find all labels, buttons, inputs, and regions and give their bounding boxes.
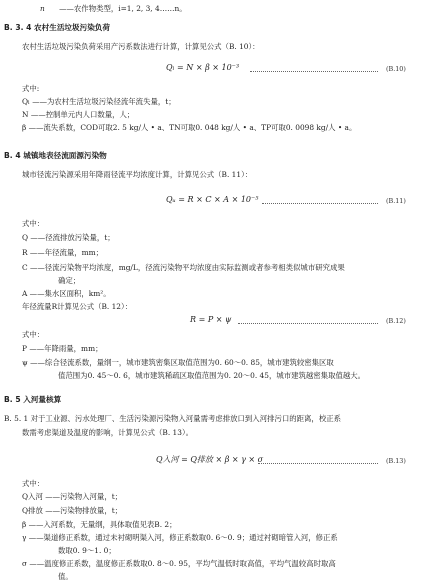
def-sigma: σ ——温度修正系数，温度修正系数取0. 8～0. 95，平均气温低时取高值，平均气温较高时取高 [22,559,336,568]
equation-number-b10: (B.10) [386,65,406,73]
where-label: 式中： [22,330,45,339]
equation-number-b12: (B.12) [386,317,406,325]
crop-type-definition [40,4,187,14]
section-b5-title: B. 5 入河量核算 [4,395,62,404]
section-b4-title: B. 4 城镇地表径流面源污染物 [4,151,107,160]
formula-b13: Q入河 = Q排放 × β × γ × σ [156,455,264,464]
def-psi-cont: 值范围为0. 45～0. 6，城市建筑稀疏区取值范围为0. 20～0. 45，城市建筑越密集取值越大。 [58,371,366,380]
var-n: n [40,4,45,13]
leader-dots [262,203,378,204]
def-p: P ——年降雨量，mm； [22,344,103,353]
def-c-cont: 确定； [58,276,81,285]
leader-dots [238,323,378,324]
section-b51-paragraph: B. 5. 1 对于工业源、污水处理厂、生活污染源污染物入河量需考虑排放口到入河排污口的距离，校正系 [4,414,341,423]
runoff-intro: 年径流量R计算见公式（B. 12）： [22,302,133,311]
def-a: A ——集水区面积，km²。 [22,289,111,298]
section-b51-paragraph-cont: 数需考虑渠道及温度的影响，计算见公式（B. 13）。 [22,428,194,437]
def-gamma-cont: 数取0. 9～1. 0； [58,546,116,555]
section-b34-intro: 农村生活垃圾污染负荷采用产污系数法进行计算，计算见公式（B. 10）： [22,42,260,51]
def-q-river: Q入河 ——污染物入河量，t； [22,492,123,501]
leader-dots [258,463,378,464]
def-q: Q ——径流排放污染量，t； [22,233,115,242]
def-c: C ——径流污染物平均浓度，mg/L，径流污染物平均浓度由实际监测或者参考相类似城市研究成果 [22,263,345,272]
formula-b10: Qₗ = N × β × 10⁻³ [166,63,240,72]
def-sigma-cont: 值。 [58,572,73,581]
formula-b12: R = P × ψ [190,315,232,324]
def-beta: β ——流失系数，COD可取2. 5 kg/人 • a、TN可取0. 048 kg/人 • a、TP可取0. 0098 kg/人 • a。 [22,123,357,132]
leader-dots [250,71,378,72]
where-label: 式中： [22,219,45,228]
where-label: 式中： [22,479,45,488]
formula-b11: Qᵤ = R × C × A × 10⁻⁵ [166,195,259,204]
equation-number-b11: (B.11) [386,197,406,205]
def-q-discharge: Q排放 ——污染物排放量，t； [22,506,123,515]
def-n-text: ——农作物类型，i=1, 2, 3, 4……n。 [59,4,187,13]
def-beta-river: β ——入河系数，无量纲，具体取值见表B. 2； [22,520,177,529]
def-r: R ——年径流量，mm； [22,248,104,257]
def-ql: Qₗ ——为农村生活垃圾污染径流年流失量，t； [22,97,176,106]
where-label: 式中: [22,84,40,93]
section-b4-intro: 城市径流污染源采用年降雨径流平均浓度计算，计算见公式（B. 11）： [22,170,253,179]
def-gamma: γ ——渠道修正系数，通过未衬砌明渠入河，修正系数取0. 6～0. 9；通过衬砌暗管入河，修正系 [22,533,338,542]
def-psi: ψ ——综合径流系数，量纲一，城市建筑密集区取值范围为0. 60～0. 85，城市建筑较密集区取 [22,358,334,367]
section-b34-title: B. 3. 4 农村生活垃圾污染负荷 [4,23,110,32]
def-n: N ——控制单元内人口数量，人； [22,110,135,119]
equation-number-b13: (B.13) [386,457,406,465]
